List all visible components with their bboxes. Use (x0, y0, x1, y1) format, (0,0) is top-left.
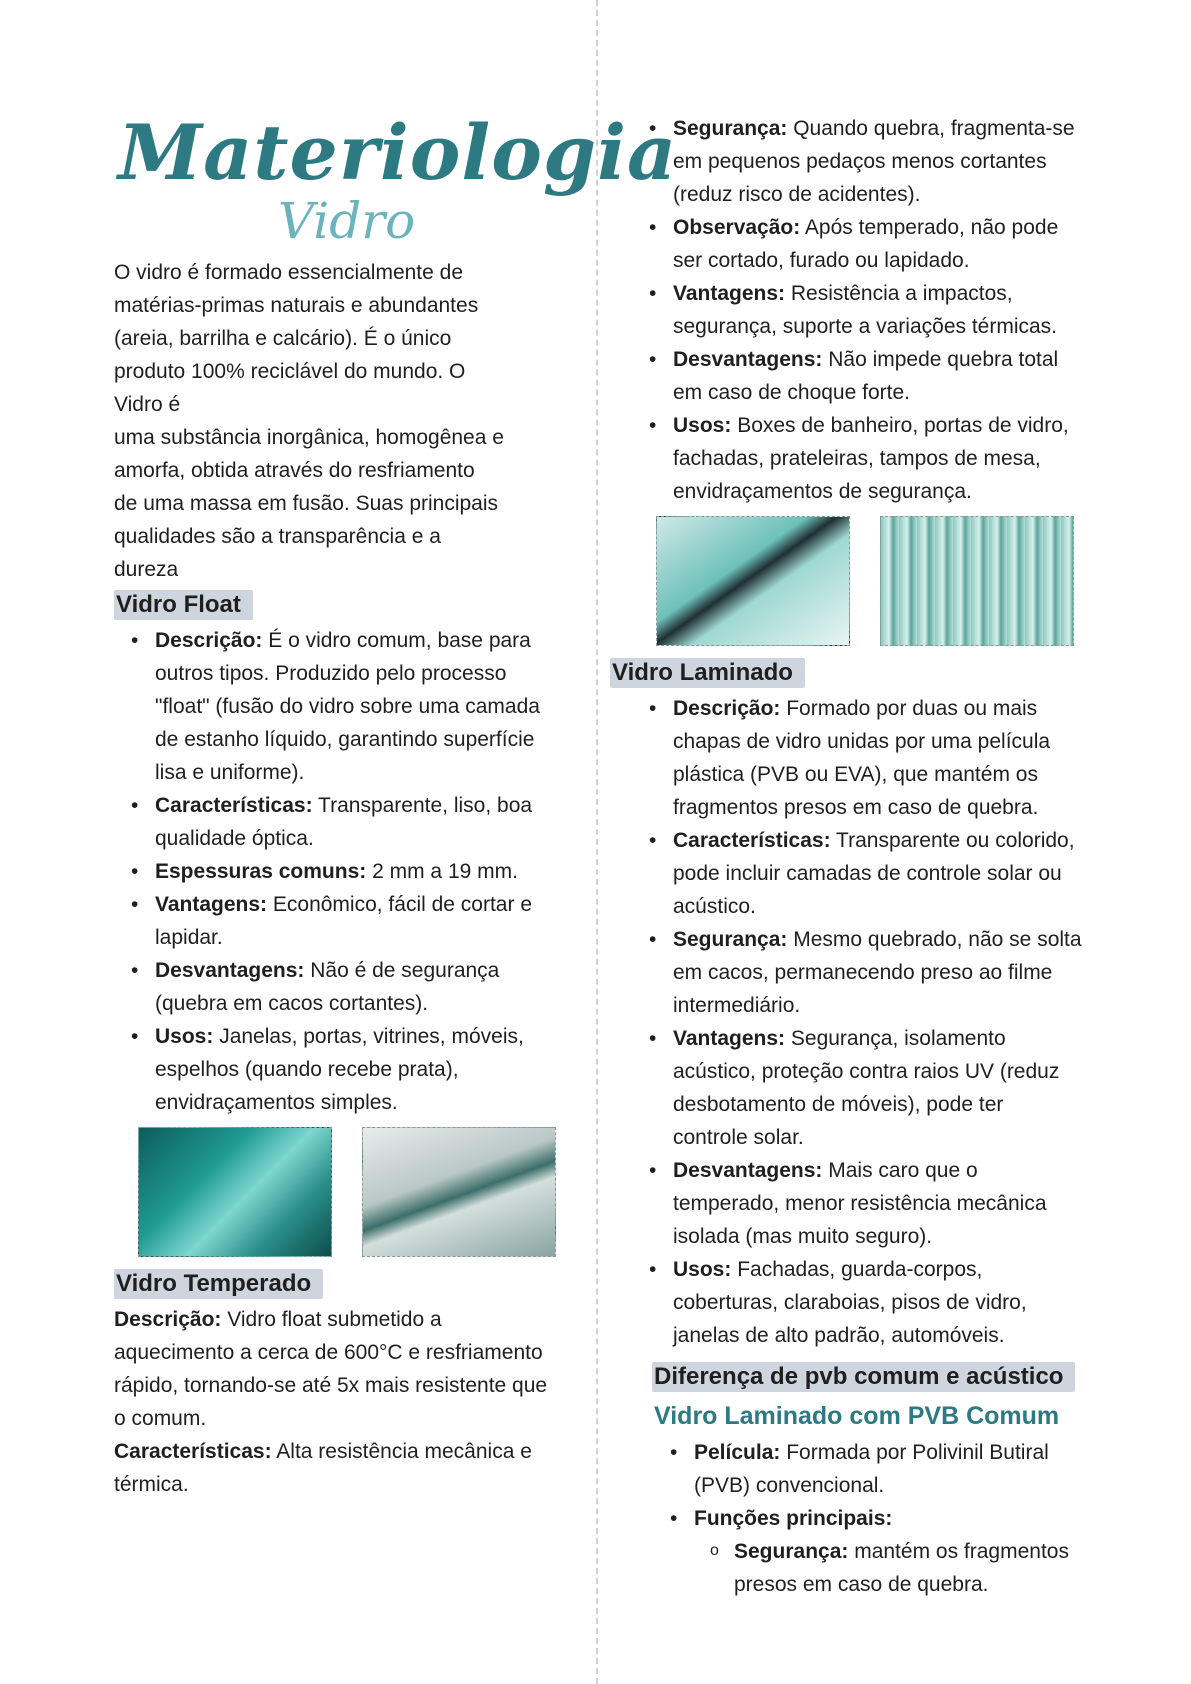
item-text: Janelas, portas, vitrines, móveis, espelhos (quando recebe prata), envidraçamentos simples. (155, 1025, 524, 1114)
item-label: Usos: (673, 1258, 732, 1281)
list-item (155, 855, 564, 888)
item-text: Mesmo quebrado, não se solta em cacos, permanecendo preso ao filme intermediário. (673, 928, 1082, 1017)
item-text: Formada por Polivinil Butiral (PVB) convencional. (694, 1441, 1049, 1497)
temperado-paragraph (114, 1303, 564, 1435)
diferenca-list (632, 1436, 1082, 1601)
intro-line: dureza (114, 558, 179, 581)
item-text: Resistência a impactos, segurança, suporte a variações térmicas. (673, 282, 1058, 338)
item-text: Formado por duas ou mais chapas de vidro unidas por uma película plástica (PVB ou EVA), que mantém os fragmentos presos em caso de quebra. (673, 697, 1051, 819)
item-text: Após temperado, não pode ser cortado, furado ou lapidado. (673, 216, 1059, 272)
item-label: Vantagens: (155, 893, 268, 916)
item-label: Descrição: (673, 697, 781, 720)
float-list (114, 624, 564, 1119)
item-label: Segurança: (673, 117, 788, 140)
item-label: Características: (114, 1440, 272, 1463)
list-item (155, 1020, 564, 1119)
list-item (673, 1154, 1082, 1253)
section-heading-temperado: Vidro Temperado (114, 1269, 323, 1299)
item-text: Econômico, fácil de cortar e lapidar. (155, 893, 532, 949)
item-text: Não é de segurança (quebra em cacos cortantes). (155, 959, 500, 1015)
column-divider (596, 0, 598, 1684)
list-item (155, 624, 564, 789)
list-item (673, 1022, 1082, 1154)
item-label: Características: (155, 794, 313, 817)
intro-line: uma substância inorgânica, homogênea e (114, 426, 504, 449)
list-item (673, 211, 1082, 277)
item-text: Alta resistência mecânica e térmica. (114, 1440, 532, 1496)
list-item (694, 1436, 1082, 1502)
right-column (612, 112, 1082, 1601)
item-label: Desvantagens: (155, 959, 305, 982)
item-text: Boxes de banheiro, portas de vidro, fachadas, prateleiras, tampos de mesa, envidraçamentos de segurança. (673, 414, 1069, 503)
item-text: Transparente, liso, boa qualidade óptica. (155, 794, 533, 850)
list-item (673, 923, 1082, 1022)
item-text: Fachadas, guarda-corpos, coberturas, claraboias, pisos de vidro, janelas de alto padrão, automóveis. (673, 1258, 1027, 1347)
clear-glass-sheets-icon (362, 1127, 556, 1257)
item-text: Vidro float submetido a aquecimento a cerca de 600°C e resfriamento rápido, tornando-se até 5x mais resistente que o comum. (114, 1308, 548, 1430)
list-item (694, 1502, 1082, 1601)
item-label: Descrição: (155, 629, 263, 652)
item-label: Segurança: (734, 1540, 849, 1563)
temperado-paragraph (114, 1435, 564, 1501)
list-item (734, 1535, 1082, 1601)
list-item (155, 789, 564, 855)
subheading-pvb-comum: Vidro Laminado com PVB Comum (654, 1402, 1060, 1430)
item-text: 2 mm a 19 mm. (366, 860, 518, 883)
intro-line: produto 100% reciclável do mundo. O (114, 360, 466, 383)
item-text: É o vidro comum, base para outros tipos. Produzido pelo processo "float" (fusão do vidro sobre uma camada de estanho líquido, garantindo superfície lisa e uniforme). (155, 629, 540, 784)
list-item (673, 692, 1082, 824)
section-heading-laminado: Vidro Laminado (610, 658, 805, 688)
item-label: Película: (694, 1441, 781, 1464)
item-text: mantém os fragmentos presos em caso de quebra. (734, 1540, 1069, 1596)
item-text: Quando quebra, fragmenta-se em pequenos pedaços menos cortantes (reduz risco de acidentes). (673, 117, 1075, 206)
item-label: Segurança: (673, 928, 788, 951)
intro-paragraph (114, 256, 564, 586)
list-item (673, 277, 1082, 343)
item-label: Funções principais: (694, 1507, 893, 1530)
intro-line: (areia, barrilha e calcário). É o único (114, 327, 452, 350)
list-item (673, 409, 1082, 508)
item-label: Desvantagens: (673, 348, 823, 371)
item-label: Características: (673, 829, 831, 852)
item-text: Não impede quebra total em caso de choque forte. (673, 348, 1059, 404)
tempered-glass-edges-icon (656, 516, 850, 646)
intro-line: de uma massa em fusão. Suas principais (114, 492, 499, 515)
intro-line: amorfa, obtida através do resfriamento (114, 459, 475, 482)
item-label: Vantagens: (673, 1027, 786, 1050)
list-item (673, 112, 1082, 211)
page-subtitle: Vidro (278, 192, 416, 250)
list-item (673, 343, 1082, 409)
section-heading-float: Vidro Float (114, 590, 253, 620)
item-label: Espessuras comuns: (155, 860, 367, 883)
float-images (138, 1127, 564, 1257)
item-label: Descrição: (114, 1308, 222, 1331)
item-label: Vantagens: (673, 282, 786, 305)
item-text: Transparente ou colorido, pode incluir camadas de controle solar ou acústico. (673, 829, 1075, 918)
temperado-images (656, 516, 1082, 646)
left-column (114, 108, 678, 1501)
item-label: Desvantagens: (673, 1159, 823, 1182)
item-label: Usos: (673, 414, 732, 437)
intro-line: qualidades são a transparência e a (114, 525, 441, 548)
list-item (673, 1253, 1082, 1352)
item-label: Usos: (155, 1025, 214, 1048)
list-item (673, 824, 1082, 923)
teal-glass-sheets-icon (138, 1127, 332, 1257)
laminado-list (632, 692, 1082, 1352)
intro-line: matérias-primas naturais e abundantes (114, 294, 479, 317)
page-title: Materiologia (118, 108, 678, 197)
item-text: Segurança, isolamento acústico, proteção contra raios UV (reduz desbotamento de móveis), pode ter controle solar. (673, 1027, 1060, 1149)
section-heading-diferenca: Diferença de pvb comum e acústico (652, 1362, 1075, 1392)
list-item (155, 888, 564, 954)
intro-line: O vidro é formado essencialmente de (114, 261, 464, 284)
intro-line: Vidro é (114, 393, 181, 416)
item-label: Observação: (673, 216, 801, 239)
item-text: Mais caro que o temperado, menor resistência mecânica isolada (mas muito seguro). (673, 1159, 1047, 1248)
glass-panels-stack-icon (880, 516, 1074, 646)
diferenca-sublist (694, 1535, 1082, 1601)
list-item (155, 954, 564, 1020)
temperado-list (632, 112, 1082, 508)
